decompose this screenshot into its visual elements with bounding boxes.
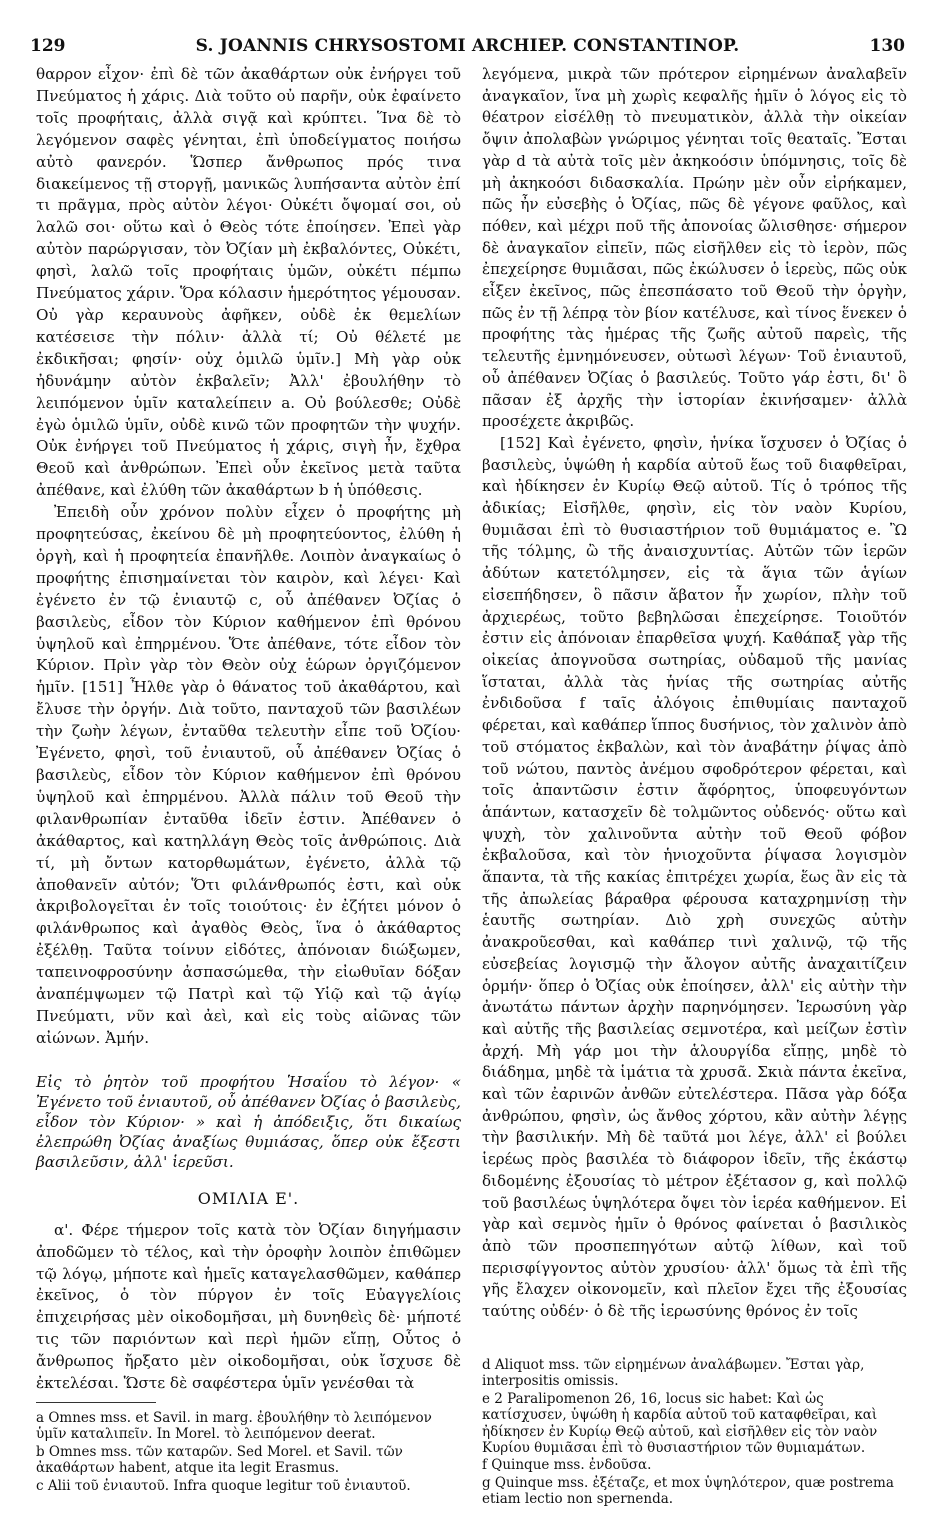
homily-heading: ΟΜΙΛΙΑ Ε'. [197, 1188, 300, 1208]
footnote-d: d Aliquot mss. τῶν εἰρημένων ἀναλάβωμεν. Ἔσται γὰρ, interpositis omissis. [482, 1357, 865, 1390]
left-paragraph-3: α'. Φέρε τήμερον τοῖς κατὰ τὸν Ὀζίαν διηγήμασιν ἀποδῶμεν τὸ τέλος, καὶ τὴν ὀροφὴν λοιπὸν ἐπιθῶμεν τῷ λόγῳ, μήποτε καὶ ἡμεῖς καταγελασθῶμεν, καθάπερ ἐκεῖνος, ὁ τὸν πύργον ἐν τοῖς Εὐαγγελίοις ἐπιχειρήσας μὲν οἰκοδομῆσαι, μὴ δυνηθεὶς δὲ· μήποτέ τις τῶν παριόντων καὶ περὶ ἡμῶν εἴπῃ, Οὗτος ὁ ἄνθρωπος ἤρξατο μὲν οἰκοδομῆσαι, οὐκ ἴσχυσε δὲ ἐκτελέσαι. Ὥστε δὲ σαφέστερα ὑμῖν γενέσθαι τὰ [36, 1220, 461, 1393]
right-column [482, 64, 907, 1323]
right-paragraph-2: [152] Καὶ ἐγένετο, φησὶν, ἡνίκα ἴσχυσεν ὁ Ὀζίας ὁ βασιλεὺς, ὑψώθη ἡ καρδία αὐτοῦ ἕως τοῦ διαφθεῖραι, καὶ ἠδίκησεν ἐν Κυρίῳ Θεῷ αὐτοῦ. Τίς ὁ τρόπος τῆς ἀδικίας; Εἰσῆλθε, φησὶν, εἰς τὸν ναὸν Κυρίου, θυμιᾶσαι ἐπὶ τὸ θυσιαστήριον τοῦ θυμιάματος e. Ὢ τῆς τόλμης, ὢ τῆς ἀναισχυντίας. Αὐτῶν τῶν ἱερῶν ἀδύτων κατετόλμησεν, εἰς τὰ ἅγια τῶν ἁγίων εἰσεπήδησεν, ὃ πᾶσιν ἄβατον ἦν χωρίον, πλὴν τοῦ ἀρχιερέως, τοῦτο βεβηλῶσαι ἐπεχείρησε. Τοιοῦτόν ἐστιν εἰς ἀπόνοιαν ἐπαρθεῖσα ψυχή. Καθάπαξ γὰρ τῆς οἰκείας ἀπογνοῦσα σωτηρίας, οὐδαμοῦ τῆς μανίας ἵσταται, ἀλλὰ τὰς ἡνίας τῆς σωτηρίας αὐτῆς ἐνδιδοῦσα f ταῖς ἀλόγοις ἐπιθυμίαις πανταχοῦ φέρεται, καὶ καθάπερ ἵππος δυσήνιος, τὸν χαλινὸν ἀπὸ τοῦ στόματος ἐκβαλὼν, καὶ τὸν ἀναβάτην ῥίψας ἀπὸ τοῦ νώτου, παντὸς ἀνέμου σφοδρότερον φέρεται, καὶ τοῖς ἀπαντῶσιν ἐστιν ἄφόρητος, ὑποφευγόντων ἁπάντων, κατασχεῖν δὲ τολμῶντος οὐδενός· οὕτω καὶ ψυχὴ, τὸν χαλινοῦντα αὐτὴν τοῦ Θεοῦ φόβον ἐκβαλοῦσα, καὶ τὸν ἡνιοχοῦντα ῥίψασα λογισμὸν ἅπαντα, τὰ τῆς κακίας ἐπιτρέχει χωρία, ἕως ἂν εἰς τὰ τῆς ἀπωλείας βάραθρα φέρουσα καταχρημνίσῃ τὴν ἑαυτῆς σωτηρίαν. Διὸ χρὴ συνεχῶς αὐτὴν ἀνακροῦεσθαι, καὶ καθάπερ τινὶ χαλινῷ, τῷ τῆς εὐσεβείας λογισμῷ τὴν ἄλογον αὐτῆς ἀναχαιτίζειν ὁρμήν· ὅπερ ὁ Ὀζίας οὐκ ἐποίησεν, ἀλλ' εἰς αὐτὴν τὴν ἀνωτάτω πάντων ἀρχὴν παρηνόμησεν. Ἱερωσύνη γὰρ καὶ αὐτῆς τῆς βασιλείας σεμνοτέρα, καὶ μείζων ἐστὶν ἀρχή. Μὴ γάρ μοι τὴν ἁλουργίδα εἴπῃς, μηδὲ τὸ διάδημα, μηδὲ τὰ ἱμάτια τὰ χρυσᾶ. Σκιὰ πάντα ἐκεῖνα, καὶ τῶν ἐαρινῶν ἀνθῶν εὐτελέστερα. Πᾶσα γὰρ δόξα ἀνθρώπου, φησὶν, ὡς ἄνθος χόρτου, κἂν αὐτὴν λέγῃς τὴν βασιλικήν. Μὴ δὲ ταῦτά μοι λέγε, ἀλλ' εἰ βούλει ἱερέως πρὸς βασιλέα τὸ διάφορον ἰδεῖν, τῆς ἑκάστῳ διδομένης ἐξουσίας τὸ μέτρον ἐξέτασον g, καὶ πολλῷ τοῦ βασιλέως ὑψηλότερα ὄψει τὸν ἱερέα καθήμενον. Εἰ γὰρ καὶ σεμνὸς ἡμῖν ὁ θρόνος φαίνεται ὁ βασιλικὸς ἀπὸ τῶν προσπεπηγότων αὐτῷ λίθων, καὶ τοῦ περισφίγγοντος αὐτὸν χρυσίου· ἀλλ' ὅμως τὰ ἐπὶ τῆς γῆς ἔλαχεν οἰκονομεῖν, καὶ πλεῖον ἔχει τῆς ἐξουσίας ταύτης οὐδέν· ὁ δὲ τῆς ἱερωσύνης θρόνος ἐν τοῖς [482, 433, 907, 1321]
homily-subtitle: Εἰς τὸ ῥητὸν τοῦ προφήτου Ἡσαΐου τὸ λέγον· « Ἐγένετο τοῦ ἐνιαυτοῦ, οὗ ἀπέθανεν Ὀζίας ὁ βασιλεὺς, εἶδον τὸν Κύριον· » καὶ ἡ ἀπόδειξις, ὅτι δικαίως ἐλεπρώθη Ὀζίας ἀναξίως θυμιάσας, ὅπερ οὐκ ἔξεστι βασιλεῦσιν, ἀλλ' ἱερεῦσι. [36, 1072, 461, 1171]
left-paragraph-1: θαρρον εἶχον· ἐπὶ δὲ τῶν ἀκαθάρτων οὐκ ἐνήργει τοῦ Πνεύματος ἡ χάρις. Διὰ τοῦτο οὐ παρῆν, οὐκ ἐφαίνετο τοῖς προφήταις, ἀλλὰ σιγᾷ καὶ κρύπτει. Ἵνα δὲ τὸ λεγόμενον σαφὲς γένηται, ἐπὶ ὑποδείγματος ποιήσω αὐτὸ φανερόν. Ὥσπερ ἄνθρωπος πρός τινα διακείμενος τῇ στοργῇ, μανικῶς λυπήσαντα αὐτὸν ἐπί τι πρᾶγμα, πρὸς αὐτὸν λέγοι· Οὐκέτι ὄψομαί σοι, οὐ λαλῶ σοι· οὕτω καὶ ὁ Θεὸς τότε ἐποίησεν. Ἐπεὶ γὰρ αὐτὸν παρώργισαν, τὸν Ὀζίαν μὴ ἐκβαλόντες, Οὐκέτι, φησὶ, λαλῶ τοῖς προφήταις ὑμῶν, οὐκέτι πέμπω Πνεύματος χάριν. Ὅρα κόλασιν ἡμερότητος γέμουσαν. Οὐ γὰρ κεραυνοὺς ἀφῆκεν, οὐδὲ ἐκ θεμελίων κατέσεισε τὴν πόλιν· ἀλλὰ τί; Οὐ θέλετέ με ἐκδικῆσαι; φησίν· οὐχ ὁμιλῶ ὑμῖν.] Μὴ γὰρ οὐκ ἠδυνάμην αὐτὸν ἐκβαλεῖν; Ἀλλ' ἐβουλήθην τὸ λειπόμενον ὑμῖν καταλείπειν a. Οὐ βούλεσθε; Οὐδὲ ἐγὼ ὁμιλῶ ὑμῖν, οὐδὲ κινῶ τῶν προφητῶν τὴν ψυχήν. Οὐκ ἐνήργει τοῦ Πνεύματος ἡ χάρις, σιγὴ ἦν, ἔχθρα Θεοῦ καὶ ἀνθρώπων. Ἐπεὶ οὖν ἐκεῖνος μετὰ ταῦτα ἀπέθανε, καὶ ἐλύθη τῶν ἀκαθάρτων b ἡ ὑπόθεσις. [36, 65, 461, 500]
footnote-f: f Quinque mss. ἐνδοῦσα. [482, 1457, 652, 1474]
footnote-g: g Quinque mss. ἐξέταζε, et mox ὑψηλότερον, quæ postrema etiam lectio non spernenda. [482, 1474, 894, 1508]
running-header [30, 36, 905, 62]
footnotes-left [36, 1410, 461, 1495]
footnote-c: c Alii τοῦ ἐνιαυτοῦ. Infra quoque legitur τοῦ ἐνιαυτοῦ. [36, 1477, 411, 1494]
footnote-divider [36, 1402, 156, 1403]
footnote-b: b Omnes mss. τῶν καταρῶν. Sed Morel. et Savil. τῶν ἀκαθάρτων habent, atque ita legit Erasmus. [36, 1443, 403, 1477]
left-paragraph-2: Ἐπειδὴ οὖν χρόνον πολὺν εἶχεν ὁ προφήτης μὴ προφητεύσας, ἐκείνου δὲ μὴ προφητεύοντος, ἐλύθη ἡ ὀργὴ, καὶ ἡ προφητεία ἐπανῆλθε. Λοιπὸν ἀναγκαίως ὁ προφήτης ἐπισημαίνεται τὸν καιρὸν, καὶ λέγει· Καὶ ἐγένετο ἐν τῷ ἐνιαυτῷ c, οὗ ἀπέθανεν Ὀζίας ὁ βασιλεὺς, εἶδον τὸν Κύριον καθήμενον ἐπὶ θρόνου ὑψηλοῦ καὶ ἐπηρμένου. Ὅτε ἀπέθανε, τότε εἶδον τὸν Κύριον. Πρὶν γὰρ τὸν Θεὸν οὐχ ἑώρων ὀργιζόμενον ἡμῖν. [151] Ἦλθε γὰρ ὁ θάνατος τοῦ ἀκαθάρτου, καὶ ἔλυσε τὴν ὀργήν. Διὰ τοῦτο, πανταχοῦ τῶν βασιλέων τὴν ζωὴν λέγων, ἐνταῦθα τελευτὴν εἶπε τοῦ Ὀζίου· Ἐγένετο, φησὶ, τοῦ ἐνιαυτοῦ, οὗ ἀπέθανεν Ὀζίας ὁ βασιλεὺς, εἶδον τὸν Κύριον καθήμενον ἐπὶ θρόνου ὑψηλοῦ καὶ ἐπηρμένου. Ἀλλὰ πάλιν τοῦ Θεοῦ τὴν φιλανθρωπίαν ἐνταῦθα ἰδεῖν ἐστιν. Ἀπέθανεν ὁ ἀκάθαρτος, καὶ κατηλλάγη Θεὸς τοῖς ἀνθρώποις. Διὰ τί, μὴ ὄντων κατορθωμάτων, ἐγένετο, ἀλλὰ τῷ ἀποθανεῖν αὐτόν; Ὅτι φιλάνθρωπός ἐστι, καὶ οὐκ ἀκριβολογεῖται ἐν τοῖς τοιούτοις· ἐν ἐζήτει μόνον ὁ φιλάνθρωπος καὶ ἀγαθὸς Θεὸς, ἵνα ὁ ἀκάθαρτος ἐξέλθῃ. Ταῦτα τοίνυν εἰδότες, ἀπόνοιαν διώξωμεν, ταπεινοφροσύνην ἀσπασώμεθα, τὴν εἰωθυῖαν δόξαν ἀναπέμψωμεν τῷ Πατρὶ καὶ τῷ Υἱῷ καὶ τῷ ἁγίῳ Πνεύματι, νῦν καὶ ἀεὶ, καὶ εἰς τοὺς αἰῶνας τῶν αἰώνων. Ἀμήν. [36, 503, 461, 1047]
right-paragraph-1: λεγόμενα, μικρὰ τῶν πρότερον εἰρημένων ἀναλαβεῖν ἀναγκαῖον, ἵνα μὴ χωρὶς κεφαλῆς ἡμῖν ὁ λόγος εἰς τὸ θέατρον εἰσέλθῃ τὸ πνευματικὸν, ἀλλὰ τὴν οἰκείαν ὄψιν ἀπολαβὼν γνώριμος γένηται τοῖς θεαταῖς. Ἔσται γὰρ d τὰ αὐτὰ τοῖς μὲν ἀκηκοόσιν ὑπόμνησις, τοῖς δὲ μὴ ἀκηκοόσι διδασκαλία. Πρώην μὲν οὖν εἰρήκαμεν, πῶς ἦν εὐσεβὴς ὁ Ὀζίας, πῶς δὲ γέγονε φαῦλος, καὶ πόθεν, καὶ μέχρι ποῦ τῆς ἀπονοίας ὤλισθησε· σήμερον δὲ ἀναγκαῖον εἰπεῖν, πῶς εἰσῆλθεν εἰς τὸ ἱερὸν, πῶς ἐπεχείρησε θυμιᾶσαι, πῶς ἐκώλυσεν ὁ ἱερεὺς, πῶς οὐκ εἶξεν ἐκεῖνος, πῶς ἐπεσπάσατο τοῦ Θεοῦ τὴν ὀργὴν, πῶς ἐν τῇ λέπρᾳ τὸν βίον κατέλυσε, καὶ τίνος ἕνεκεν ὁ προφήτης τὰς ἡμέρας τῆς ζωῆς αὐτοῦ παρεὶς, τῆς τελευτῆς ἐμνημόνευσεν, οὑτωσὶ λέγων· Τοῦ ἐνιαυτοῦ, οὗ ἀπέθανεν Ὀζίας ὁ βασιλεύς. Τοῦτο γάρ ἐστι, δι' ὃ πᾶσαν ἐξ ἀρχῆς τὴν ἱστορίαν ἐκινήσαμεν· ἀλλὰ προσέχετε ἀκριβῶς. [482, 65, 907, 431]
page-number-left: 129 [30, 36, 66, 56]
footnotes-right [482, 1357, 907, 1509]
footnote-e: e 2 Paralipomenon 26, 16, locus sic habet: Καὶ ὡς κατίσχυσεν, ὑψώθη ἡ καρδία αὐτοῦ τοῦ καταφθεῖραι, καὶ ἠδίκησεν ἐν Κυρίῳ Θεῷ αὐτοῦ, καὶ εἰσῆλθεν εἰς τὸν ναὸν Κυρίου θυμιᾶσαι ἐπὶ τὸ θυσιαστήριον τῶν θυμιαμάτων. [482, 1390, 878, 1457]
footnote-a: a Omnes mss. et Savil. in marg. ἐβουλήθην τὸ λειπόμενον ὑμῖν καταλιπεῖν. In Morel. τὸ λειπόμενον deerat. [36, 1410, 432, 1443]
running-title: S. JOANNIS CHRYSOSTOMI ARCHIEP. CONSTANTINOP. [195, 36, 740, 56]
page-number-right: 130 [869, 36, 905, 56]
left-column [36, 64, 461, 1395]
